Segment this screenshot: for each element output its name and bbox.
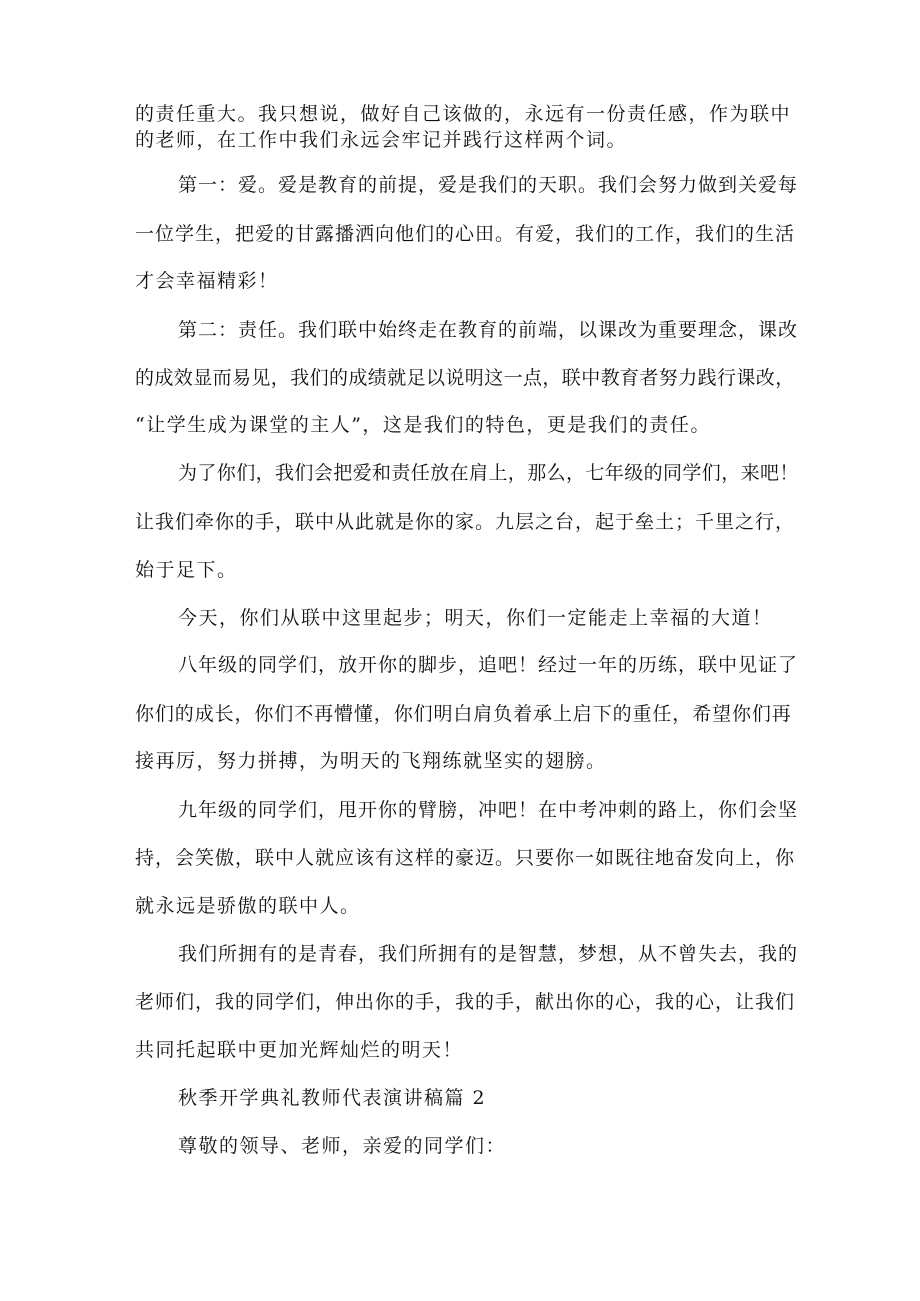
text-line: 一位学生，把爱的甘露播洒向他们的心田。有爱，我们的工作，我们的生活 (135, 223, 796, 245)
text-line: 第二：责任。我们联中始终走在教育的前端，以课改为重要理念，课改 (178, 319, 799, 341)
text-line: 你们的成长，你们不再懵懂，你们明白肩负着承上启下的重任，希望你们再 (135, 703, 792, 725)
text-line: 始于足下。 (135, 559, 238, 581)
text-line: 我们所拥有的是青春，我们所拥有的是智慧，梦想，从不曾失去，我的 (178, 943, 799, 965)
text-line: 第一：爱。爱是教育的前提，爱是我们的天职。我们会努力做到关爱每 (178, 174, 799, 196)
greeting: 尊敬的领导、老师，亲爱的同学们： (178, 1135, 507, 1157)
section-title: 秋季开学典礼教师代表演讲稿篇 2 (178, 1087, 487, 1109)
text-line: 的责任重大。我只想说，做好自己该做的，永远有一份责任感，作为联中 (135, 103, 792, 125)
text-line: 九年级的同学们，甩开你的臂膀，冲吧！在中考冲刺的路上，你们会坚 (178, 799, 799, 821)
text-line: 共同托起联中更加光辉灿烂的明天！ (135, 1039, 464, 1061)
text-line: 就永远是骄傲的联中人。 (135, 895, 361, 917)
text-line: 老师们，我的同学们，伸出你的手，我的手，献出你的心，我的心，让我们 (135, 991, 796, 1013)
text-line: 才会幸福精彩！ (135, 270, 279, 292)
text-line: 的老师，在工作中我们永远会牢记并践行这样两个词。 (135, 129, 628, 151)
text-line: 让我们牵你的手，联中从此就是你的家。九层之台，起于垒土；千里之行， (135, 511, 796, 533)
text-line: “让学生成为课堂的主人”，这是我们的特色，更是我们的责任。 (135, 414, 711, 436)
text-line: 持，会笑傲，联中人就应该有这样的豪迈。只要你一如既往地奋发向上，你 (135, 847, 796, 869)
text-line: 八年级的同学们，放开你的脚步，追吧！经过一年的历练，联中见证了 (178, 654, 799, 676)
text-line: 接再厉，努力拼搏，为明天的飞翔练就坚实的翅膀。 (135, 750, 607, 772)
text-line: 为了你们，我们会把爱和责任放在肩上，那么，七年级的同学们，来吧！ (178, 462, 799, 484)
text-line: 今天，你们从联中这里起步；明天，你们一定能走上幸福的大道！ (178, 607, 773, 629)
text-line: 的成效显而易见，我们的成绩就足以说明这一点，联中教育者努力践行课改， (135, 367, 795, 389)
